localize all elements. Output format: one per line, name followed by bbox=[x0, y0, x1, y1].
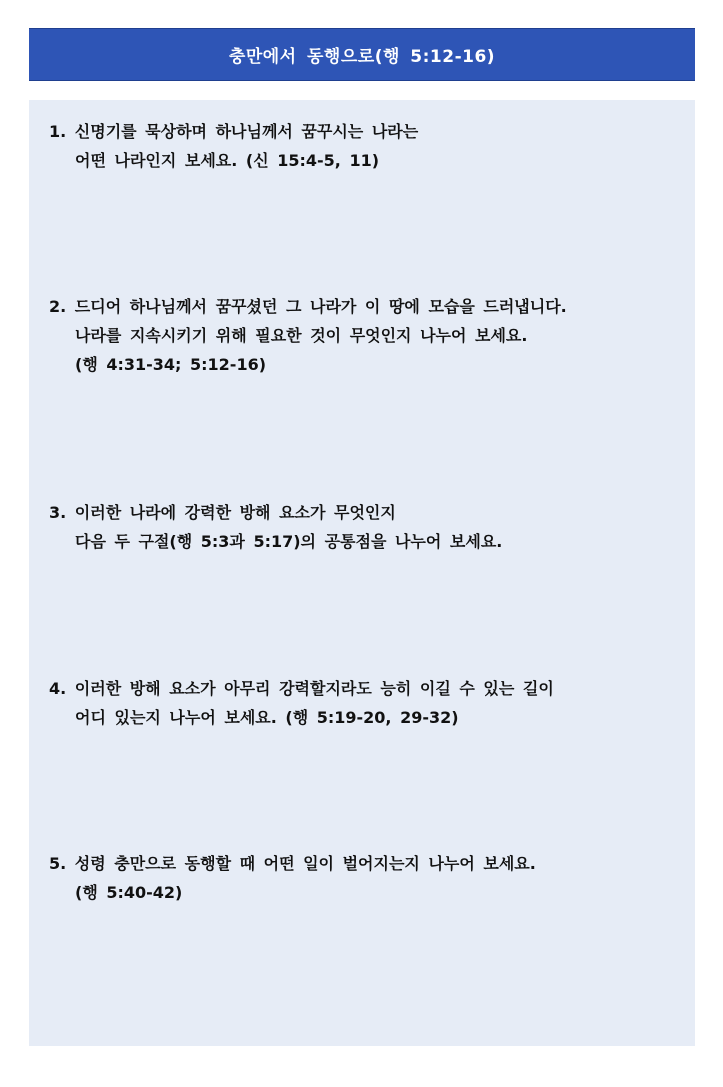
question-3-line-1: 3. 이러한 나라에 강력한 방해 요소가 무엇인지 bbox=[49, 503, 396, 522]
question-1-line-1: 1. 신명기를 묵상하며 하나님께서 꿈꾸시는 나라는 bbox=[49, 122, 419, 141]
question-5-line-2: (행 5:40-42) bbox=[75, 883, 183, 902]
question-2-line-3: (행 4:31-34; 5:12-16) bbox=[75, 355, 267, 374]
question-2 bbox=[49, 292, 679, 379]
title-banner bbox=[29, 28, 695, 81]
question-3 bbox=[49, 498, 679, 556]
questions-panel bbox=[29, 100, 695, 1046]
question-4-line-1: 4. 이러한 방해 요소가 아무리 강력할지라도 능히 이길 수 있는 길이 bbox=[49, 679, 554, 698]
question-1 bbox=[49, 117, 679, 175]
question-4-line-2: 어디 있는지 나누어 보세요. (행 5:19-20, 29-32) bbox=[75, 708, 459, 727]
question-5 bbox=[49, 849, 679, 907]
question-3-line-2: 다음 두 구절(행 5:3과 5:17)의 공통점을 나누어 보세요. bbox=[75, 532, 503, 551]
question-5-line-1: 5. 성령 충만으로 동행할 때 어떤 일이 벌어지는지 나누어 보세요. bbox=[49, 854, 536, 873]
question-2-line-1: 2. 드디어 하나님께서 꿈꾸셨던 그 나라가 이 땅에 모습을 드러냅니다. bbox=[49, 297, 567, 316]
question-2-line-2: 나라를 지속시키기 위해 필요한 것이 무엇인지 나누어 보세요. bbox=[75, 326, 528, 345]
page-title: 충만에서 동행으로(행 5:12-16) bbox=[228, 47, 496, 67]
question-1-line-2: 어떤 나라인지 보세요. (신 15:4-5, 11) bbox=[75, 151, 380, 170]
question-4 bbox=[49, 674, 679, 732]
